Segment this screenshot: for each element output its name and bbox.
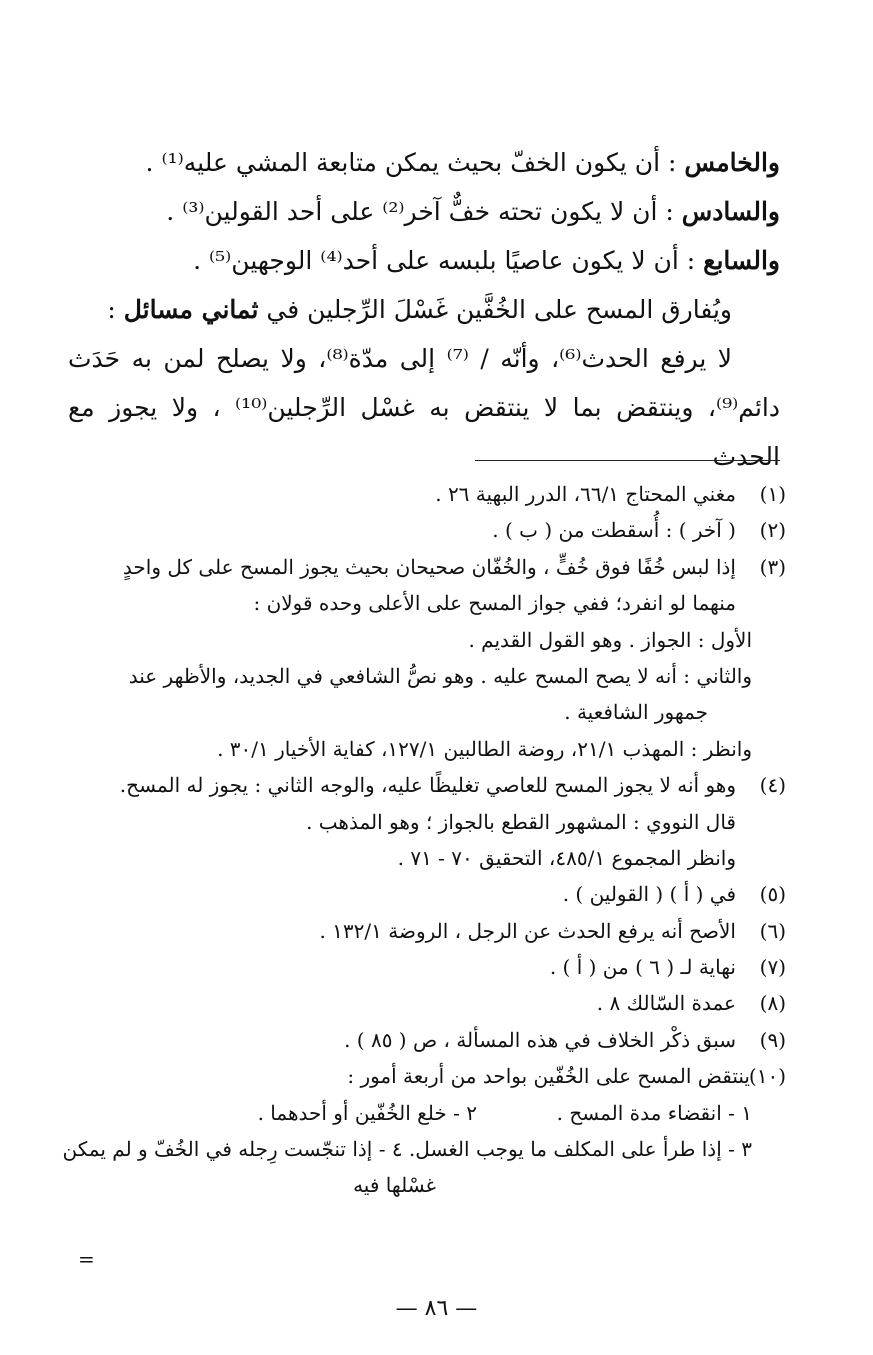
condition-text-sixth: : أن لا يكون تحته خفٌّ آخر⁽²⁾ على أحد القولين⁽³⁾ . <box>166 197 682 226</box>
section-intro: ويُفارق المسح على الخُفَّين غَسْلَ الرِّجلين في <box>258 295 732 324</box>
footnote-number: (٩) <box>759 1027 786 1052</box>
footnote-text: عمدة السّالك ٨ . <box>596 991 736 1016</box>
footnote-10-item-4-cont: غسْلها فيه <box>353 1173 436 1198</box>
footnote-4-line-2: قال النووي : المشهور القطع بالجواز ؛ وهو المذهب . <box>306 809 736 834</box>
footnote-5 <box>68 876 786 912</box>
footnote-text: في ( أ ) ( القولين ) . <box>562 882 736 907</box>
condition-label-seventh: والسابع <box>703 246 780 275</box>
footnote-number: (٣) <box>759 554 786 579</box>
footnote-9 <box>68 1022 786 1058</box>
footnote-number: (٤) <box>759 773 786 798</box>
footnote-text: ( آخر ) : أُسقطت من ( ب ) . <box>492 518 736 543</box>
footnote-text: ينتقض المسح على الخُفّين بواحد من أربعة أمور : <box>347 1064 750 1089</box>
condition-label-fifth: والخامس <box>684 148 780 177</box>
main-line-6: دائم⁽⁹⁾، وينتقض بما لا ينتقض به غسْل الرِّجلين⁽¹⁰⁾ ، ولا يجوز مع الحدث <box>68 393 780 471</box>
footnote-4-line-3: وانظر المجموع ٤٨٥/١، التحقيق ٧٠ - ٧١ . <box>397 845 736 870</box>
footnote-text: الأصح أنه يرفع الحدث عن الرجل ، الروضة ١٣٢/١ . <box>319 918 736 943</box>
footnote-7 <box>68 949 786 985</box>
footnote-3 <box>68 549 786 585</box>
footnote-3-line-5: جمهور الشافعية . <box>564 700 708 725</box>
footnote-10-item-1: ١ - انقضاء مدة المسح . <box>556 1100 752 1125</box>
footnote-number: (٧) <box>759 955 786 980</box>
footnote-3-line-3: الأول : الجواز . وهو القول القديم . <box>468 627 752 652</box>
main-line-3 <box>68 236 780 285</box>
footnote-number: (١) <box>759 482 786 506</box>
footnote-number: (٢) <box>759 518 786 543</box>
continuation-mark: = <box>78 1247 95 1271</box>
main-text <box>68 138 780 471</box>
footnote-text: وهو أنه لا يجوز المسح للعاصي تغليظًا عليه، والوجه الثاني : يجوز له المسح. <box>119 773 736 798</box>
main-line-4 <box>68 285 780 334</box>
section-intro-end: : <box>107 295 124 324</box>
footnote-10 <box>68 1058 786 1094</box>
main-line-2 <box>68 187 780 236</box>
condition-label-sixth: والسادس <box>681 197 780 226</box>
footnote-text: إذا لبس خُفًا فوق خُفٍّ ، والخُفّان صحيحان بحيث يجوز المسح على كل واحدٍ <box>122 554 736 579</box>
footnote-1 <box>68 476 786 512</box>
footnote-3-line-6: وانظر : المهذب ٢١/١، روضة الطالبين ١٢٧/١، كفاية الأخيار ٣٠/١ . <box>217 736 752 761</box>
footnote-number: (٥) <box>759 882 786 907</box>
footnote-3-line-4: والثاني : أنه لا يصح المسح عليه . وهو نصُّ الشافعي في الجديد، والأظهر عند <box>128 663 752 688</box>
condition-text-seventh: : أن لا يكون عاصيًا بلبسه على أحد⁽⁴⁾ الوجهين⁽⁵⁾ . <box>193 246 704 275</box>
footnote-text: سبق ذكْر الخلاف في هذه المسألة ، ص ( ٨٥ ) . <box>344 1027 736 1052</box>
footnote-text: مغني المحتاج ٦٦/١، الدرر البهية ٢٦ . <box>435 482 736 506</box>
footnote-3-line-2: منهما لو انفرد؛ ففي جواز المسح على الأعلى وحده قولان : <box>253 591 736 616</box>
footnote-number: (٦) <box>759 918 786 943</box>
footnote-8 <box>68 985 786 1021</box>
condition-text-fifth: : أن يكون الخفّ بحيث يمكن متابعة المشي عليه⁽¹⁾ . <box>145 148 685 177</box>
footnotes <box>62 476 786 1204</box>
footnote-10-items-1-2 <box>68 1095 786 1131</box>
footnote-10-item-2: ٢ - خلع الخُفّين أو أحدهما . <box>257 1100 477 1125</box>
footnote-4 <box>68 767 786 803</box>
main-line-1 <box>68 138 780 187</box>
footnote-2 <box>68 512 786 548</box>
footnote-number: (٨) <box>759 991 786 1016</box>
section-intro-bold: ثماني مسائل <box>123 295 259 324</box>
footnote-text: نهاية لـ ( ٦ ) من ( أ ) . <box>549 955 736 980</box>
footnote-separator <box>475 460 780 461</box>
page-number: — ٨٦ — <box>395 1296 478 1321</box>
footnote-10-items-3-4: ٣ - إذا طرأ على المكلف ما يوجب الغسل. ٤ - إذا تنجّست رِجله في الخُفّ و لم يمكن <box>62 1137 752 1162</box>
footnote-6 <box>68 913 786 949</box>
footnote-number: (١٠) <box>748 1064 786 1089</box>
main-line-5: لا يرفع الحدث⁽⁶⁾، وأنّه / ⁽⁷⁾ إلى مدّة⁽⁸⁾، ولا يصلح لمن به حَدَث <box>68 344 732 373</box>
